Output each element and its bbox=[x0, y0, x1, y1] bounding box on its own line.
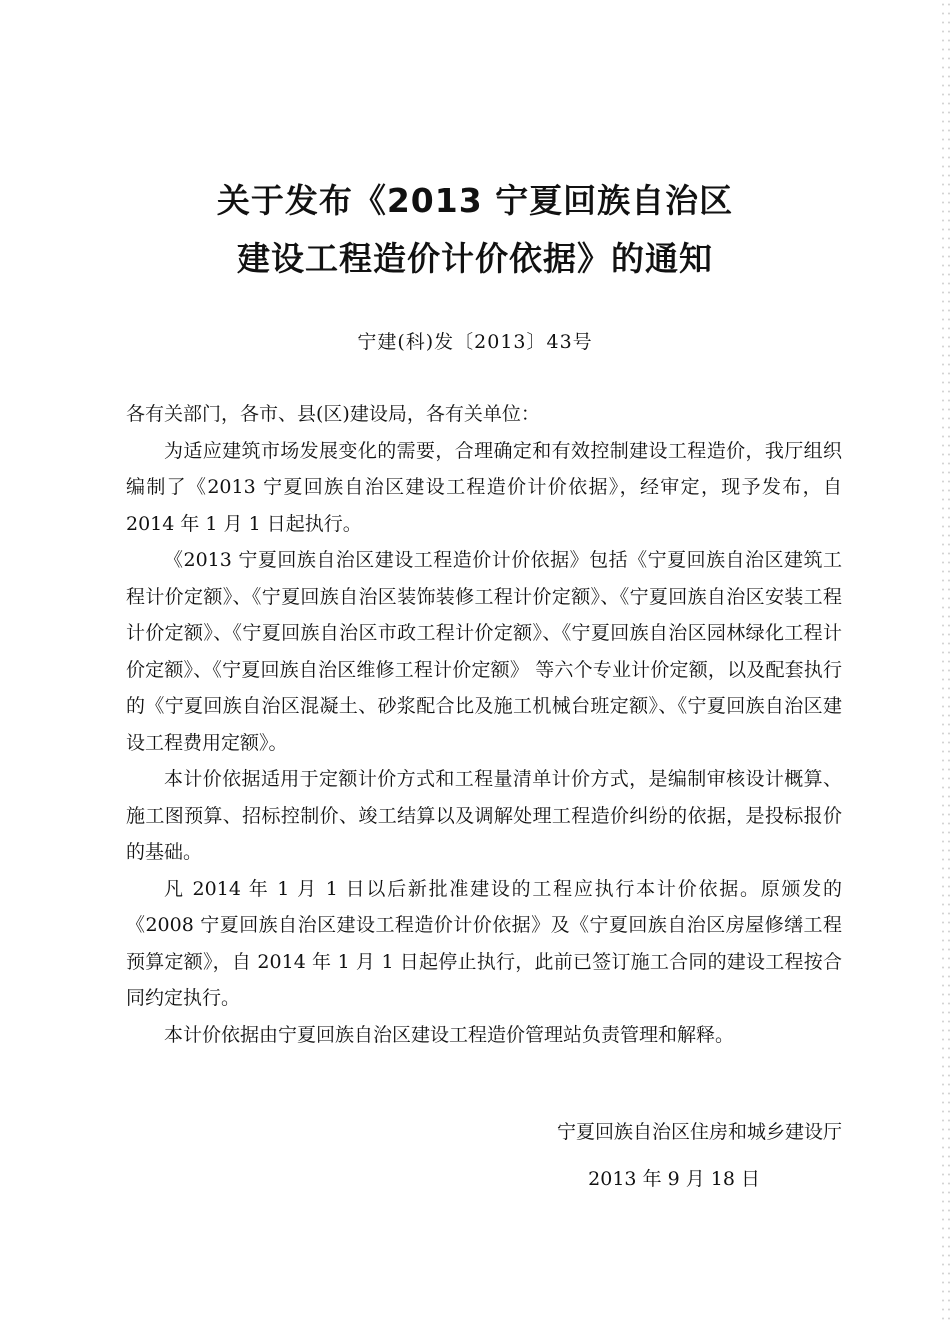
paragraph-1: 为适应建筑市场发展变化的需要，合理确定和有效控制建设工程造价，我厅组织编制了《2013 宁夏回族自治区建设工程造价计价依据》，经审定，现予发布，自 2014 年 1 月 1 日起执行。 bbox=[126, 439, 842, 535]
document-title-line-2: 建设工程造价计价依据》的通知 bbox=[237, 239, 713, 278]
signature-date: 2013 年 9 月 18 日 bbox=[588, 1168, 760, 1190]
paragraph-3: 本计价依据适用于定额计价方式和工程量清单计价方式，是编制审核设计概算、施工图预算、招标控制价、竣工结算以及调解处理工程造价纠纷的依据，是投标报价的基础。 bbox=[126, 768, 842, 863]
paragraph-4: 凡 2014 年 1 月 1 日以后新批准建设的工程应执行本计价依据。原颁发的《2008 宁夏回族自治区建设工程造价计价依据》及《宁夏回族自治区房屋修缮工程预算定额》，自 2014 年 1 月 1 日起停止执行，此前已签订施工合同的建设工程按合同约定执行。 bbox=[126, 877, 842, 1009]
signature-organization: 宁夏回族自治区住房和城乡建设厅 bbox=[556, 1121, 842, 1143]
salutation: 各有关部门，各市、县(区)建设局，各有关单位： bbox=[126, 403, 540, 425]
scan-edge-noise bbox=[940, 0, 950, 1325]
document-body bbox=[126, 396, 842, 1053]
paragraph-5: 本计价依据由宁夏回族自治区建设工程造价管理站负责管理和解释。 bbox=[164, 1023, 735, 1046]
paragraph-2: 《2013 宁夏回族自治区建设工程造价计价依据》包括《宁夏回族自治区建筑工程计价定额》、《宁夏回族自治区装饰装修工程计价定额》、《宁夏回族自治区安装工程计价定额》、《宁夏回族自治区市政工程计价定额》、《宁夏回族自治区园林绿化工程计价定额》、《宁夏回族自治区维修工程计价定额》 等六个专业计价定额，以及配套执行的《宁夏回族自治区混凝土、砂浆配合比及施工机械台班定额》、《宁夏回族自治区建设工程费用定额》。 bbox=[126, 549, 842, 754]
document-title-line-1: 关于发布《2013 宁夏回族自治区 bbox=[216, 181, 734, 220]
document-number: 宁建(科)发〔2013〕43号 bbox=[357, 331, 593, 353]
